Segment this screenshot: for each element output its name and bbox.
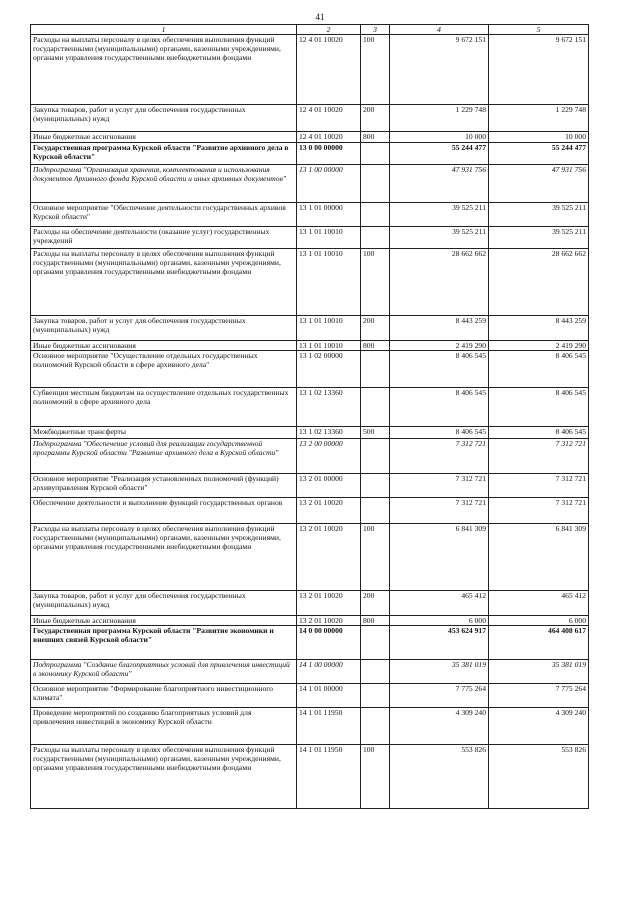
- row-vr-cell: 100: [361, 249, 390, 316]
- row-amount-1-cell: 8 406 545: [390, 427, 489, 439]
- row-code-cell: 13 0 00 00000: [297, 143, 361, 165]
- row-amount-2-cell: 7 775 264: [489, 684, 589, 708]
- row-name-cell: Закупка товаров, работ и услуг для обеспечения государственных (муниципальных) нужд: [31, 316, 297, 341]
- row-code-cell: 12 4 01 10020: [297, 132, 361, 143]
- table-row: [31, 427, 589, 439]
- row-amount-2-cell: 7 312 721: [489, 474, 589, 498]
- row-name-cell: Закупка товаров, работ и услуг для обеспечения государственных (муниципальных) нужд: [31, 591, 297, 616]
- row-amount-1-cell: 10 000: [390, 132, 489, 143]
- row-amount-2-cell: 6 841 309: [489, 524, 589, 591]
- row-vr-cell: 100: [361, 524, 390, 591]
- row-code-cell: 13 2 01 00000: [297, 474, 361, 498]
- table-row: [31, 745, 589, 809]
- row-amount-1-cell: 2 419 290: [390, 341, 489, 351]
- row-code-cell: 13 2 01 10020: [297, 591, 361, 616]
- row-amount-1-cell: 39 525 211: [390, 203, 489, 227]
- row-code-cell: 13 1 01 00000: [297, 203, 361, 227]
- row-vr-cell: 100: [361, 745, 390, 809]
- row-name-cell: Закупка товаров, работ и услуг для обеспечения государственных (муниципальных) нужд: [31, 105, 297, 132]
- table-row: [31, 626, 589, 660]
- row-name-cell: Основное мероприятие "Формирование благоприятного инвестиционного климата": [31, 684, 297, 708]
- header-amount-2-col: 5: [489, 25, 589, 35]
- row-amount-1-cell: 7 312 721: [390, 474, 489, 498]
- table-row: [31, 249, 589, 316]
- row-amount-1-cell: 35 381 019: [390, 660, 489, 684]
- table-row: [31, 165, 589, 203]
- table-row: [31, 708, 589, 745]
- row-amount-1-cell: 465 412: [390, 591, 489, 616]
- row-amount-2-cell: 8 443 259: [489, 316, 589, 341]
- row-name-cell: Основное мероприятие "Реализация установленных полномочий (функций) архивуправления Курской области": [31, 474, 297, 498]
- table-row: [31, 439, 589, 474]
- row-amount-2-cell: 6 000: [489, 616, 589, 626]
- row-amount-2-cell: 1 229 748: [489, 105, 589, 132]
- row-vr-cell: [361, 474, 390, 498]
- table-row: [31, 35, 589, 105]
- row-name-cell: Иные бюджетные ассигнования: [31, 341, 297, 351]
- row-amount-2-cell: 28 662 662: [489, 249, 589, 316]
- row-amount-2-cell: 8 406 545: [489, 427, 589, 439]
- table-row: [31, 227, 589, 249]
- row-name-cell: Подпрограмма "Обеспечение условий для реализации государственной программы Курской области "Развитие архивного дела в Курской области": [31, 439, 297, 474]
- row-code-cell: 14 1 01 00000: [297, 684, 361, 708]
- row-code-cell: 13 1 00 00000: [297, 165, 361, 203]
- header-amount-1-col: 4: [390, 25, 489, 35]
- row-vr-cell: [361, 143, 390, 165]
- row-vr-cell: [361, 351, 390, 388]
- row-amount-1-cell: 4 309 240: [390, 708, 489, 745]
- row-amount-1-cell: 6 841 309: [390, 524, 489, 591]
- row-name-cell: Субвенции местным бюджетам на осуществление отдельных государственных полномочий в сфере архивного дела: [31, 388, 297, 427]
- row-amount-1-cell: 6 000: [390, 616, 489, 626]
- row-amount-2-cell: 10 000: [489, 132, 589, 143]
- row-code-cell: 13 1 02 13360: [297, 388, 361, 427]
- row-amount-1-cell: 8 443 259: [390, 316, 489, 341]
- row-amount-2-cell: 39 525 211: [489, 227, 589, 249]
- row-amount-1-cell: 7 312 721: [390, 439, 489, 474]
- row-code-cell: 12 4 01 10020: [297, 105, 361, 132]
- row-amount-2-cell: 2 419 290: [489, 341, 589, 351]
- table-row: [31, 351, 589, 388]
- table-row: [31, 316, 589, 341]
- row-amount-2-cell: 465 412: [489, 591, 589, 616]
- row-vr-cell: 200: [361, 591, 390, 616]
- row-code-cell: 13 1 01 10010: [297, 227, 361, 249]
- row-amount-2-cell: 553 826: [489, 745, 589, 809]
- row-code-cell: 13 1 02 00000: [297, 351, 361, 388]
- header-name-col: 1: [31, 25, 297, 35]
- row-name-cell: Обеспечение деятельности и выполнение функций государственных органов: [31, 498, 297, 524]
- table-header-row: [31, 25, 589, 35]
- table-row: [31, 143, 589, 165]
- row-vr-cell: [361, 203, 390, 227]
- row-name-cell: Расходы на выплаты персоналу в целях обеспечения выполнения функций государственными (муниципальными) органами, казенными учреждениями, органами управления государственными внебюджетными фондами: [31, 745, 297, 809]
- row-name-cell: Подпрограмма "Организация хранения, комплектования и использования документов Архивного фонда Курской области и иных архивных документов": [31, 165, 297, 203]
- table-row: [31, 105, 589, 132]
- row-amount-2-cell: 7 312 721: [489, 498, 589, 524]
- row-code-cell: 14 1 01 11950: [297, 708, 361, 745]
- row-amount-2-cell: 55 244 477: [489, 143, 589, 165]
- row-name-cell: Иные бюджетные ассигнования: [31, 616, 297, 626]
- row-vr-cell: [361, 439, 390, 474]
- row-vr-cell: 200: [361, 105, 390, 132]
- row-code-cell: 14 0 00 00000: [297, 626, 361, 660]
- row-name-cell: Иные бюджетные ассигнования: [31, 132, 297, 143]
- row-amount-1-cell: 47 931 756: [390, 165, 489, 203]
- row-amount-2-cell: 464 408 617: [489, 626, 589, 660]
- row-amount-1-cell: 453 624 917: [390, 626, 489, 660]
- row-amount-1-cell: 7 312 721: [390, 498, 489, 524]
- row-code-cell: 13 1 01 10010: [297, 249, 361, 316]
- table-row: [31, 498, 589, 524]
- row-name-cell: Расходы на выплаты персоналу в целях обеспечения выполнения функций государственными (муниципальными) органами, казенными учреждениями, органами управления государственными внебюджетными фондами: [31, 249, 297, 316]
- row-name-cell: Межбюджетные трансферты: [31, 427, 297, 439]
- row-vr-cell: 800: [361, 132, 390, 143]
- row-amount-1-cell: 553 826: [390, 745, 489, 809]
- row-amount-1-cell: 28 662 662: [390, 249, 489, 316]
- row-amount-2-cell: 9 672 151: [489, 35, 589, 105]
- row-name-cell: Проведение мероприятий по созданию благоприятных условий для привлечения инвестиций в экономику Курской области: [31, 708, 297, 745]
- budget-table: [30, 24, 589, 809]
- table-row: [31, 474, 589, 498]
- row-amount-1-cell: 39 525 211: [390, 227, 489, 249]
- header-vr-col: 3: [361, 25, 390, 35]
- row-code-cell: 13 1 01 10010: [297, 341, 361, 351]
- row-code-cell: 13 1 02 13360: [297, 427, 361, 439]
- row-amount-1-cell: 9 672 151: [390, 35, 489, 105]
- row-name-cell: Расходы на выплаты персоналу в целях обеспечения выполнения функций государственными (муниципальными) органами, казенными учреждениями, органами управления государственными внебюджетными фондами: [31, 524, 297, 591]
- table-row: [31, 616, 589, 626]
- row-vr-cell: [361, 626, 390, 660]
- table-row: [31, 591, 589, 616]
- row-vr-cell: 500: [361, 427, 390, 439]
- row-code-cell: 12 4 01 10020: [297, 35, 361, 105]
- row-name-cell: Государственная программа Курской области "Развитие экономики и внешних связей Курской области": [31, 626, 297, 660]
- row-vr-cell: 800: [361, 341, 390, 351]
- row-amount-2-cell: 8 406 545: [489, 388, 589, 427]
- table-row: [31, 524, 589, 591]
- row-code-cell: 13 2 01 10020: [297, 498, 361, 524]
- row-name-cell: Расходы на выплаты персоналу в целях обеспечения выполнения функций государственными (муниципальными) органами, казенными учреждениями, органами управления государственными внебюджетными фондами: [31, 35, 297, 105]
- row-amount-2-cell: 35 381 019: [489, 660, 589, 684]
- row-name-cell: Основное мероприятие "Осуществление отдельных государственных полномочий Курской области в сфере архивного дела": [31, 351, 297, 388]
- row-code-cell: 13 2 01 10020: [297, 616, 361, 626]
- header-code-col: 2: [297, 25, 361, 35]
- row-vr-cell: [361, 684, 390, 708]
- table-row: [31, 660, 589, 684]
- row-name-cell: Подпрограмма "Создание благоприятных условий для привлечения инвестиций в экономику Курской области": [31, 660, 297, 684]
- row-vr-cell: [361, 165, 390, 203]
- table-row: [31, 341, 589, 351]
- row-amount-2-cell: 4 309 240: [489, 708, 589, 745]
- row-vr-cell: 800: [361, 616, 390, 626]
- table-row: [31, 203, 589, 227]
- table-row: [31, 684, 589, 708]
- row-amount-1-cell: 8 406 545: [390, 351, 489, 388]
- row-amount-1-cell: 8 406 545: [390, 388, 489, 427]
- row-vr-cell: [361, 708, 390, 745]
- row-vr-cell: 200: [361, 316, 390, 341]
- row-amount-2-cell: 8 406 545: [489, 351, 589, 388]
- row-name-cell: Расходы на обеспечение деятельности (оказание услуг) государственных учреждений: [31, 227, 297, 249]
- row-code-cell: 14 1 01 11950: [297, 745, 361, 809]
- row-amount-2-cell: 47 931 756: [489, 165, 589, 203]
- row-vr-cell: [361, 660, 390, 684]
- row-code-cell: 14 1 00 00000: [297, 660, 361, 684]
- row-name-cell: Основное мероприятие "Обеспечение деятельности государственных архивов Курской области": [31, 203, 297, 227]
- row-vr-cell: [361, 388, 390, 427]
- row-vr-cell: 100: [361, 35, 390, 105]
- row-name-cell: Государственная программа Курской области "Развитие архивного дела в Курской области": [31, 143, 297, 165]
- row-amount-2-cell: 7 312 721: [489, 439, 589, 474]
- row-amount-1-cell: 7 775 264: [390, 684, 489, 708]
- row-vr-cell: [361, 498, 390, 524]
- page-number: 41: [315, 12, 325, 22]
- row-vr-cell: [361, 227, 390, 249]
- row-amount-1-cell: 1 229 748: [390, 105, 489, 132]
- table-row: [31, 132, 589, 143]
- row-amount-2-cell: 39 525 211: [489, 203, 589, 227]
- row-code-cell: 13 2 00 00000: [297, 439, 361, 474]
- row-code-cell: 13 1 01 10010: [297, 316, 361, 341]
- table-row: [31, 388, 589, 427]
- row-amount-1-cell: 55 244 477: [390, 143, 489, 165]
- row-code-cell: 13 2 01 10020: [297, 524, 361, 591]
